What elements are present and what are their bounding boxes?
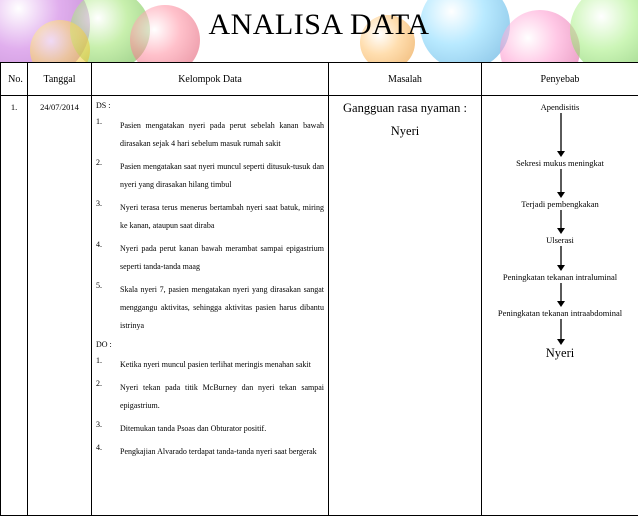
do-item [96, 356, 324, 374]
penyebab-step: Peningkatan tekanan intraabdominal [482, 308, 638, 318]
flow-arrows [482, 96, 638, 366]
do-item-text: Ditemukan tanda Psoas dan Obturator positif. [120, 420, 324, 438]
ds-label: DS : [96, 101, 324, 111]
ds-item-text: Skala nyeri 7, pasien mengatakan nyeri yang dirasakan sangat menggangu aktivitas, sehingga aktivitas pasien harus dibantu istrinya [120, 281, 324, 335]
penyebab-step: Sekresi mukus meningkat [482, 158, 638, 168]
flow-arrow-head [557, 151, 565, 157]
masalah-nyeri-text: Nyeri [330, 124, 480, 139]
ds-item [96, 117, 324, 153]
flow-arrow-head [557, 265, 565, 271]
penyebab-step: Nyeri [482, 346, 638, 361]
analysis-table [0, 62, 638, 516]
column-header-no: No. [1, 63, 28, 96]
column-header-masalah: Masalah [329, 63, 482, 96]
do-item [96, 443, 324, 461]
column-header-kelompok-data: Kelompok Data [92, 63, 329, 96]
do-item-number: 4. [96, 443, 120, 461]
do-item-text: Pengkajian Alvarado terdapat tanda-tanda nyeri saat bergerak [120, 443, 324, 461]
penyebab-step: Ulserasi [482, 235, 638, 245]
ds-item [96, 281, 324, 335]
do-item-text: Ketika nyeri muncul pasien terlihat meringis menahan sakit [120, 356, 324, 374]
masalah-text: Gangguan rasa nyaman : [330, 101, 480, 116]
ds-item-text: Nyeri pada perut kanan bawah merambat sampai epigastrium seperti tanda-tanda maag [120, 240, 324, 276]
page-title: ANALISA DATA [0, 8, 638, 42]
ds-item-text: Pasien mengatakan saat nyeri muncul seperti ditusuk-tusuk dan nyeri yang dirasakan hilang timbul [120, 158, 324, 194]
ds-item-text: Pasien mengatakan nyeri pada perut sebelah kanan bawah dirasakan sejak 4 hari sebelum masuk rumah sakit [120, 117, 324, 153]
cell-masalah [329, 96, 482, 516]
column-header-tanggal: Tanggal [28, 63, 92, 96]
ds-item-number: 3. [96, 199, 120, 235]
do-item-number: 3. [96, 420, 120, 438]
ds-item-number: 2. [96, 158, 120, 194]
ds-item-number: 5. [96, 281, 120, 335]
cell-penyebab [482, 96, 638, 516]
flow-arrow-head [557, 192, 565, 198]
do-item-text: Nyeri tekan pada titik McBurney dan nyeri tekan sampai epigastrium. [120, 379, 324, 415]
table-row [1, 96, 638, 516]
penyebab-step: Terjadi pembengkakan [482, 199, 638, 209]
cell-no: 1. [1, 96, 28, 516]
do-item-number: 2. [96, 379, 120, 415]
flow-arrow-head [557, 301, 565, 307]
cell-tanggal: 24/07/2014 [28, 96, 92, 516]
do-item-number: 1. [96, 356, 120, 374]
ds-list [96, 117, 324, 335]
flow-arrow-head [557, 339, 565, 345]
do-list [96, 356, 324, 461]
ds-item [96, 158, 324, 194]
do-item [96, 379, 324, 415]
ds-item-text: Nyeri terasa terus menerus bertambah nyeri saat batuk, miring ke kanan, ataupun saat diraba [120, 199, 324, 235]
do-label: DO : [96, 340, 324, 350]
penyebab-step: Peningkatan tekanan intraluminal [482, 272, 638, 282]
penyebab-step: Apendisitis [482, 102, 638, 112]
table-header-row [1, 63, 638, 96]
flow-arrow-head [557, 228, 565, 234]
ds-item-number: 1. [96, 117, 120, 153]
ds-item-number: 4. [96, 240, 120, 276]
do-item [96, 420, 324, 438]
ds-item [96, 240, 324, 276]
ds-item [96, 199, 324, 235]
column-header-penyebab: Penyebab [482, 63, 638, 96]
cell-kelompok-data [92, 96, 329, 516]
